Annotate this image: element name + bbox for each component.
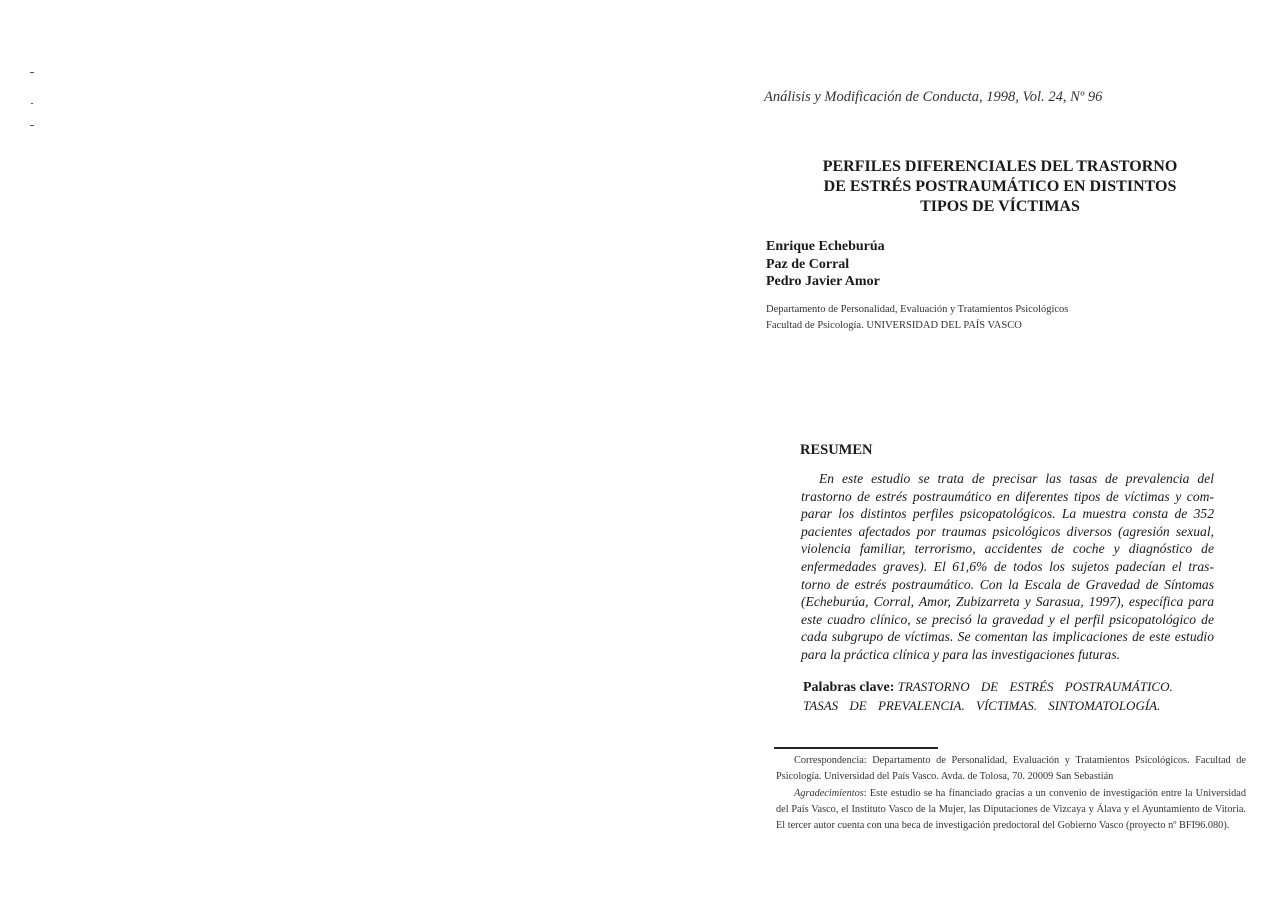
abstract-line: este cuadro clínico, se precisó la gravedad y el perfil psicopatológico de — [801, 611, 1214, 627]
abstract-line: enfermedades graves). El 61,6% de todos los sujetos padecían el tras- — [801, 558, 1214, 574]
title-line: PERFILES DIFERENCIALES DEL TRASTORNO — [822, 158, 1178, 175]
affiliation-line: Facultad de Psicología. UNIVERSIDAD DEL PAÍS VASCO — [766, 320, 1022, 331]
ack-text: : Este estudio se ha financiado gracias a un convenio de investigación entre la Universidad del País Vasco, el Instituto Vasco de la Mujer, las Diputaciones de Vizcaya y Álava y el Ayuntamiento de Vitoria. El tercer autor cuenta con una beca de investigación predoctoral del Gobierno Vasco (proyecto nº BFI96.080). — [776, 787, 1246, 832]
ack-label: Agradecimientos — [794, 787, 864, 799]
scan-speck — [30, 125, 34, 126]
abstract-heading: RESUMEN — [800, 442, 873, 458]
abstract-line: violencia familiar, terrorismo, accidentes de coche y diagnóstico de — [801, 541, 1214, 557]
title-line: DE ESTRÉS POSTRAUMÁTICO EN DISTINTOS — [823, 178, 1177, 195]
footnote-correspondence: Correspondencia: Departamento de Personalidad, Evaluación y Tratamientos Psicológicos. Facultad de Psicología. Universidad del País Vasco. Avda. de Tolosa, 70. 20009 San Sebastián — [776, 755, 1246, 783]
author: Paz de Corral — [766, 256, 850, 272]
author-list — [766, 238, 885, 291]
title-line: TIPOS DE VÍCTIMAS — [920, 198, 1080, 215]
keywords-label: Palabras clave: — [803, 680, 895, 695]
scan-speck — [30, 72, 34, 73]
abstract-line: pacientes afectados por traumas psicológicos diversos (agresión sexual, — [801, 523, 1214, 539]
footnote-divider — [774, 747, 938, 749]
author: Pedro Javier Amor — [766, 274, 880, 289]
affiliation — [766, 302, 1068, 334]
abstract-body — [801, 470, 1214, 664]
affiliation-line: Departamento de Personalidad, Evaluación y Tratamientos Psicológicos — [766, 304, 1069, 315]
abstract-line: trastorno de estrés postraumático en diferentes tipos de víctimas y com- — [801, 488, 1214, 504]
abstract-line: parar los distintos perfiles psicopatológicos. La muestra consta de 352 — [801, 506, 1214, 522]
abstract-line: cada subgrupo de víctimas. Se comentan las implicaciones de este estudio — [801, 629, 1214, 645]
paper-title — [800, 157, 1200, 217]
abstract-line: torno de estrés postraumático. Con la Escala de Gravedad de Síntomas — [801, 576, 1214, 592]
author: Enrique Echeburúa — [766, 239, 885, 254]
keywords-value: TRASTORNO DE ESTRÉS POSTRAUMÁTICO. TASAS DE PREVALENCIA. VÍCTIMAS. SINTOMATOLOGÍA. — [803, 679, 1173, 713]
abstract-line: En este estudio se trata de precisar las tasas de prevalencia del — [819, 471, 1214, 486]
footnote-acknowledgements — [776, 786, 1246, 835]
keywords — [803, 678, 1216, 715]
journal-header: Análisis y Modificación de Conducta, 1998, Vol. 24, Nº 96 — [764, 89, 1103, 105]
abstract-line: (Echeburúa, Corral, Amor, Zubizarreta y Sarasua, 1997), específica para — [801, 594, 1214, 610]
scan-speck — [31, 103, 33, 104]
footnotes — [776, 753, 1246, 834]
abstract-line: para la práctica clínica y para las investigaciones futuras. — [801, 646, 1121, 662]
